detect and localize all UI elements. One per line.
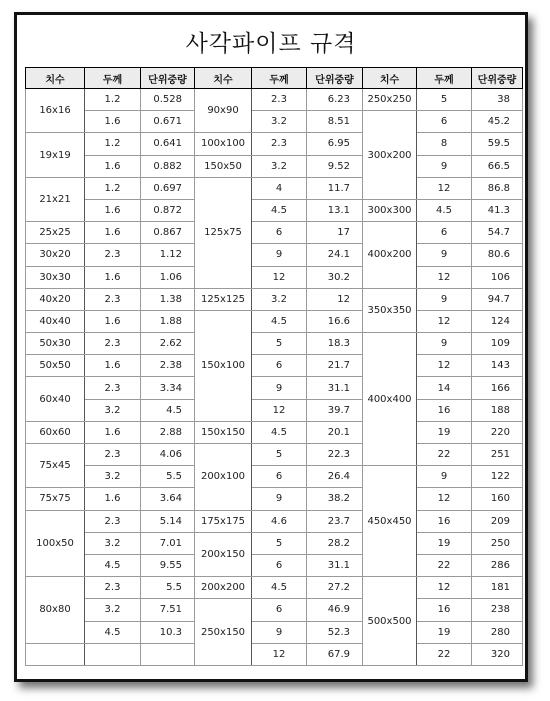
size-cell: 500x500: [363, 577, 417, 666]
table-row: [26, 510, 523, 532]
size-cell: 200x100: [195, 444, 252, 511]
size-cell: 75x45: [26, 444, 85, 488]
weight-cell: 7.51: [141, 599, 195, 621]
table-row: [26, 333, 523, 355]
thickness-cell: 6: [417, 111, 472, 133]
spec-table-container: [25, 67, 523, 665]
thickness-cell: 5: [252, 333, 307, 355]
table-row: [26, 444, 523, 466]
header-weight-2: 단위중량: [307, 68, 363, 89]
table-row: [26, 355, 523, 377]
weight-cell: 17: [307, 222, 363, 244]
header-size-3: 치수: [363, 68, 417, 89]
size-cell: 40x40: [26, 310, 85, 332]
table-row: [26, 466, 523, 488]
weight-cell: [141, 643, 195, 665]
thickness-cell: 14: [417, 377, 472, 399]
weight-cell: 86.8: [472, 177, 523, 199]
thickness-cell: 6: [252, 355, 307, 377]
thickness-cell: 1.6: [85, 111, 141, 133]
thickness-cell: 1.6: [85, 199, 141, 221]
thickness-cell: 2.3: [85, 333, 141, 355]
weight-cell: 46.9: [307, 599, 363, 621]
thickness-cell: 4.6: [252, 510, 307, 532]
thickness-cell: 12: [252, 399, 307, 421]
table-row: [26, 421, 523, 443]
weight-cell: 26.4: [307, 466, 363, 488]
size-cell: 30x30: [26, 266, 85, 288]
thickness-cell: 1.6: [85, 421, 141, 443]
table-row: [26, 244, 523, 266]
weight-cell: 16.6: [307, 310, 363, 332]
weight-cell: 5.5: [141, 466, 195, 488]
size-cell: 150x100: [195, 310, 252, 421]
thickness-cell: 22: [417, 554, 472, 576]
weight-cell: 31.1: [307, 377, 363, 399]
size-cell: 25x25: [26, 222, 85, 244]
weight-cell: 66.5: [472, 155, 523, 177]
weight-cell: 0.528: [141, 89, 195, 111]
header-size-2: 치수: [195, 68, 252, 89]
table-row: [26, 310, 523, 332]
thickness-cell: 12: [417, 177, 472, 199]
table-row: [26, 199, 523, 221]
thickness-cell: [85, 643, 141, 665]
table-row: [26, 621, 523, 643]
weight-cell: 1.38: [141, 288, 195, 310]
thickness-cell: 1.6: [85, 488, 141, 510]
size-cell: 40x20: [26, 288, 85, 310]
size-cell: 90x90: [195, 89, 252, 133]
table-row: [26, 599, 523, 621]
size-cell: 125x125: [195, 288, 252, 310]
weight-cell: 8.51: [307, 111, 363, 133]
thickness-cell: 2.3: [252, 133, 307, 155]
weight-cell: 320: [472, 643, 523, 665]
thickness-cell: 6: [252, 222, 307, 244]
thickness-cell: 9: [417, 333, 472, 355]
table-row: [26, 288, 523, 310]
size-cell: 400x200: [363, 222, 417, 289]
size-cell: 125x75: [195, 177, 252, 288]
size-cell: 80x80: [26, 577, 85, 644]
weight-cell: 209: [472, 510, 523, 532]
weight-cell: 38.2: [307, 488, 363, 510]
weight-cell: 0.641: [141, 133, 195, 155]
size-cell: 100x50: [26, 510, 85, 577]
thickness-cell: 1.2: [85, 133, 141, 155]
table-row: [26, 377, 523, 399]
size-cell: 60x40: [26, 377, 85, 421]
weight-cell: 5.14: [141, 510, 195, 532]
weight-cell: 3.64: [141, 488, 195, 510]
size-cell: 400x400: [363, 333, 417, 466]
thickness-cell: 4.5: [252, 577, 307, 599]
thickness-cell: 3.2: [85, 399, 141, 421]
table-row: [26, 155, 523, 177]
weight-cell: 166: [472, 377, 523, 399]
weight-cell: 0.882: [141, 155, 195, 177]
weight-cell: 30.2: [307, 266, 363, 288]
table-row: [26, 577, 523, 599]
thickness-cell: 3.2: [85, 532, 141, 554]
size-cell: 175x175: [195, 510, 252, 532]
thickness-cell: 9: [417, 155, 472, 177]
size-cell: 150x150: [195, 421, 252, 443]
thickness-cell: 6: [417, 222, 472, 244]
thickness-cell: 4.5: [252, 199, 307, 221]
thickness-cell: 12: [417, 488, 472, 510]
thickness-cell: 4.5: [85, 621, 141, 643]
thickness-cell: 2.3: [85, 510, 141, 532]
weight-cell: 9.52: [307, 155, 363, 177]
table-row: [26, 399, 523, 421]
weight-cell: 27.2: [307, 577, 363, 599]
weight-cell: 12: [307, 288, 363, 310]
weight-cell: 45.2: [472, 111, 523, 133]
size-cell: [26, 643, 85, 665]
weight-cell: 250: [472, 532, 523, 554]
weight-cell: 106: [472, 266, 523, 288]
size-cell: 200x200: [195, 577, 252, 599]
size-cell: 16x16: [26, 89, 85, 133]
thickness-cell: 9: [252, 621, 307, 643]
thickness-cell: 5: [252, 532, 307, 554]
weight-cell: 188: [472, 399, 523, 421]
table-row: [26, 111, 523, 133]
thickness-cell: 22: [417, 444, 472, 466]
table-row: [26, 177, 523, 199]
table-row: [26, 133, 523, 155]
table-row: [26, 488, 523, 510]
weight-cell: 5.5: [141, 577, 195, 599]
weight-cell: 0.671: [141, 111, 195, 133]
weight-cell: 31.1: [307, 554, 363, 576]
size-cell: 21x21: [26, 177, 85, 221]
weight-cell: 41.3: [472, 199, 523, 221]
spec-sheet-frame: [14, 12, 528, 682]
weight-cell: 2.38: [141, 355, 195, 377]
thickness-cell: 9: [252, 377, 307, 399]
thickness-cell: 9: [252, 488, 307, 510]
thickness-cell: 16: [417, 510, 472, 532]
weight-cell: 80.6: [472, 244, 523, 266]
size-cell: 450x450: [363, 466, 417, 577]
thickness-cell: 9: [417, 466, 472, 488]
thickness-cell: 3.2: [252, 288, 307, 310]
size-cell: 250x150: [195, 599, 252, 666]
thickness-cell: 5: [417, 89, 472, 111]
thickness-cell: 4: [252, 177, 307, 199]
spec-table: [25, 67, 523, 665]
table-row: [26, 643, 523, 665]
weight-cell: 238: [472, 599, 523, 621]
weight-cell: 3.34: [141, 377, 195, 399]
weight-cell: 67.9: [307, 643, 363, 665]
weight-cell: 160: [472, 488, 523, 510]
header-thickness-2: 두께: [252, 68, 307, 89]
size-cell: 200x150: [195, 532, 252, 576]
table-row: [26, 266, 523, 288]
thickness-cell: 16: [417, 399, 472, 421]
size-cell: 300x300: [363, 199, 417, 221]
table-row: [26, 532, 523, 554]
weight-cell: 9.55: [141, 554, 195, 576]
weight-cell: 286: [472, 554, 523, 576]
thickness-cell: 19: [417, 532, 472, 554]
thickness-cell: 1.6: [85, 266, 141, 288]
weight-cell: 6.95: [307, 133, 363, 155]
thickness-cell: 12: [252, 266, 307, 288]
size-cell: 350x350: [363, 288, 417, 332]
spec-table-body: [26, 89, 523, 666]
weight-cell: 7.01: [141, 532, 195, 554]
weight-cell: 38: [472, 89, 523, 111]
thickness-cell: 6: [252, 554, 307, 576]
thickness-cell: 2.3: [252, 89, 307, 111]
weight-cell: 6.23: [307, 89, 363, 111]
thickness-cell: 2.3: [85, 377, 141, 399]
size-cell: 300x200: [363, 111, 417, 200]
thickness-cell: 1.6: [85, 155, 141, 177]
thickness-cell: 19: [417, 621, 472, 643]
thickness-cell: 1.6: [85, 222, 141, 244]
weight-cell: 24.1: [307, 244, 363, 266]
thickness-cell: 4.5: [252, 310, 307, 332]
weight-cell: 251: [472, 444, 523, 466]
table-row: [26, 222, 523, 244]
header-weight-3: 단위중량: [472, 68, 523, 89]
thickness-cell: 12: [417, 355, 472, 377]
weight-cell: 1.12: [141, 244, 195, 266]
thickness-cell: 19: [417, 421, 472, 443]
thickness-cell: 2.3: [85, 577, 141, 599]
header-thickness-1: 두께: [85, 68, 141, 89]
thickness-cell: 22: [417, 643, 472, 665]
thickness-cell: 2.3: [85, 244, 141, 266]
weight-cell: 109: [472, 333, 523, 355]
weight-cell: 220: [472, 421, 523, 443]
weight-cell: 18.3: [307, 333, 363, 355]
weight-cell: 10.3: [141, 621, 195, 643]
weight-cell: 0.872: [141, 199, 195, 221]
weight-cell: 54.7: [472, 222, 523, 244]
size-cell: 50x30: [26, 333, 85, 355]
weight-cell: 23.7: [307, 510, 363, 532]
weight-cell: 143: [472, 355, 523, 377]
header-weight-1: 단위중량: [141, 68, 195, 89]
size-cell: 75x75: [26, 488, 85, 510]
weight-cell: 13.1: [307, 199, 363, 221]
weight-cell: 11.7: [307, 177, 363, 199]
thickness-cell: 1.6: [85, 310, 141, 332]
weight-cell: 0.867: [141, 222, 195, 244]
thickness-cell: 12: [417, 577, 472, 599]
weight-cell: 4.06: [141, 444, 195, 466]
weight-cell: 122: [472, 466, 523, 488]
size-cell: 60x60: [26, 421, 85, 443]
weight-cell: 181: [472, 577, 523, 599]
thickness-cell: 12: [417, 266, 472, 288]
thickness-cell: 4.5: [85, 554, 141, 576]
thickness-cell: 1.2: [85, 89, 141, 111]
weight-cell: 2.62: [141, 333, 195, 355]
header-size-1: 치수: [26, 68, 85, 89]
thickness-cell: 3.2: [85, 466, 141, 488]
thickness-cell: 9: [417, 288, 472, 310]
weight-cell: 2.88: [141, 421, 195, 443]
weight-cell: 20.1: [307, 421, 363, 443]
thickness-cell: 9: [252, 244, 307, 266]
weight-cell: 1.88: [141, 310, 195, 332]
size-cell: 50x50: [26, 355, 85, 377]
thickness-cell: 4.5: [417, 199, 472, 221]
weight-cell: 1.06: [141, 266, 195, 288]
size-cell: 100x100: [195, 133, 252, 155]
thickness-cell: 2.3: [85, 288, 141, 310]
thickness-cell: 8: [417, 133, 472, 155]
thickness-cell: 3.2: [252, 111, 307, 133]
weight-cell: 59.5: [472, 133, 523, 155]
weight-cell: 124: [472, 310, 523, 332]
header-row: [26, 68, 523, 89]
weight-cell: 0.697: [141, 177, 195, 199]
size-cell: 150x50: [195, 155, 252, 177]
header-thickness-3: 두께: [417, 68, 472, 89]
weight-cell: 39.7: [307, 399, 363, 421]
size-cell: 250x250: [363, 89, 417, 111]
weight-cell: 22.3: [307, 444, 363, 466]
thickness-cell: 1.6: [85, 355, 141, 377]
weight-cell: 4.5: [141, 399, 195, 421]
weight-cell: 52.3: [307, 621, 363, 643]
table-row: [26, 89, 523, 111]
thickness-cell: 6: [252, 466, 307, 488]
weight-cell: 21.7: [307, 355, 363, 377]
weight-cell: 94.7: [472, 288, 523, 310]
page-title: 사각파이프 규격: [185, 30, 357, 57]
thickness-cell: 3.2: [85, 599, 141, 621]
size-cell: 19x19: [26, 133, 85, 177]
thickness-cell: 16: [417, 599, 472, 621]
thickness-cell: 3.2: [252, 155, 307, 177]
thickness-cell: 12: [417, 310, 472, 332]
thickness-cell: 12: [252, 643, 307, 665]
weight-cell: 28.2: [307, 532, 363, 554]
thickness-cell: 4.5: [252, 421, 307, 443]
thickness-cell: 9: [417, 244, 472, 266]
table-row: [26, 554, 523, 576]
weight-cell: 280: [472, 621, 523, 643]
thickness-cell: 6: [252, 599, 307, 621]
thickness-cell: 2.3: [85, 444, 141, 466]
thickness-cell: 1.2: [85, 177, 141, 199]
size-cell: 30x20: [26, 244, 85, 266]
thickness-cell: 5: [252, 444, 307, 466]
